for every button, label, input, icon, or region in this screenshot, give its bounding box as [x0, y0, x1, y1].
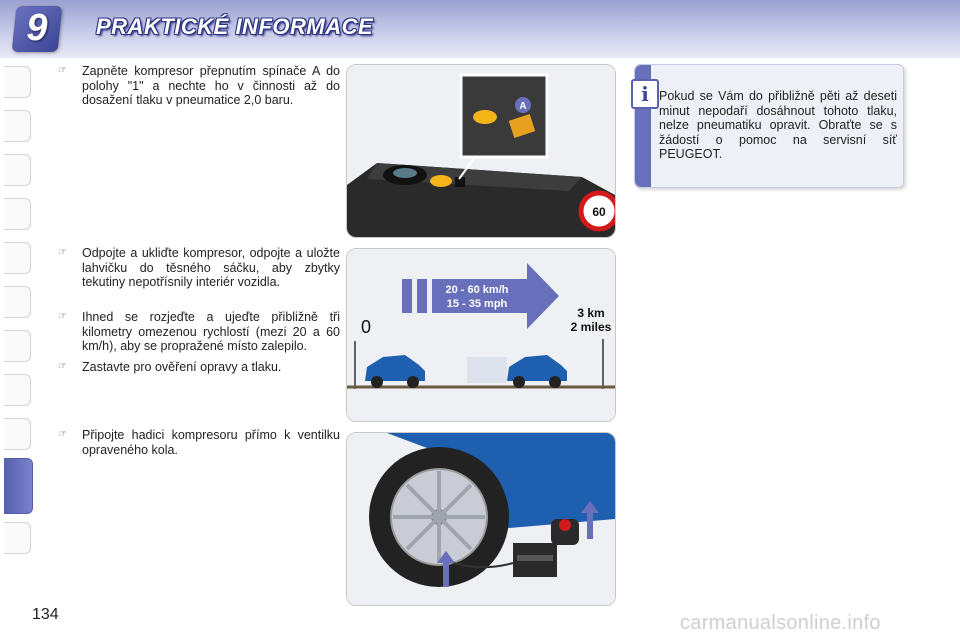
thumb-index — [0, 66, 32, 576]
instruction-text: Odpojte a ukliďte kompresor, odpojte a uložte lahvičku do těsného sáčku, aby zbytky tekutiny nepotřísnily interiér vozidla. — [82, 246, 340, 289]
hand-pointer-icon: ☞ — [58, 361, 67, 372]
distance-km-label: 3 km — [577, 306, 605, 320]
switch-a-label: A — [519, 101, 527, 112]
hand-pointer-icon: ☞ — [58, 65, 67, 76]
thumb-tab[interactable] — [4, 374, 31, 406]
info-text: Pokud se Vám do přibližně pěti až deseti minut nepodaří dosáhnout tohoto tlaku, nelze pneumatiku opravit. Obraťte se s žádostí o pomoc na servisní síť PEUGEOT. — [659, 89, 897, 161]
chapter-title: PRAKTICKÉ INFORMACE — [96, 14, 374, 39]
speed-kmh-label: 20 - 60 km/h — [445, 284, 509, 296]
thumb-tab[interactable] — [4, 198, 31, 230]
thumb-tab[interactable] — [4, 242, 31, 274]
info-box — [634, 64, 904, 188]
figure-drive-distance — [346, 248, 616, 422]
chapter-number: 9 — [26, 7, 48, 49]
instruction-text: Ihned se rozjeďte a ujeďte přibližně tři kilometry omezenou rychlostí (mezi 20 a 60 km/h), aby se propražené místo zalepilo. — [82, 310, 340, 353]
thumb-tab[interactable] — [4, 110, 31, 142]
thumb-tab[interactable] — [4, 286, 31, 318]
figure-tyre-compressor — [346, 432, 616, 606]
info-icon: i — [631, 79, 659, 109]
start-label: 0 — [361, 317, 372, 337]
drive-illustration — [347, 249, 615, 421]
distance-miles-label: 2 miles — [570, 320, 612, 334]
thumb-tab[interactable] — [4, 330, 31, 362]
instruction-text: Zapněte kompresor přepnutím spínače A do polohy "1" a nechte ho v činnosti až do dosažení tlaku v pneumatice 2,0 baru. — [82, 64, 340, 107]
chapter-header — [0, 0, 960, 58]
thumb-tab[interactable] — [4, 418, 31, 450]
instruction-text: Připojte hadici kompresoru přímo k ventilku opraveného kola. — [82, 428, 340, 457]
thumb-tab[interactable] — [4, 66, 31, 98]
hand-pointer-icon: ☞ — [58, 247, 67, 258]
thumb-tab[interactable] — [4, 154, 31, 186]
hand-pointer-icon: ☞ — [58, 429, 67, 440]
compressor-illustration — [347, 65, 615, 237]
hand-pointer-icon: ☞ — [58, 311, 67, 322]
page-number: 134 — [32, 606, 59, 623]
tyre-illustration — [347, 433, 615, 605]
figure-compressor-switch — [346, 64, 616, 238]
speed-sign-label: 60 — [592, 205, 606, 219]
instruction-text: Zastavte pro ověření opravy a tlaku. — [82, 360, 282, 374]
speed-mph-label: 15 - 35 mph — [446, 298, 508, 310]
watermark: carmanualsonline.info — [680, 612, 881, 634]
thumb-tab-active[interactable] — [4, 458, 33, 514]
thumb-tab[interactable] — [4, 522, 31, 554]
